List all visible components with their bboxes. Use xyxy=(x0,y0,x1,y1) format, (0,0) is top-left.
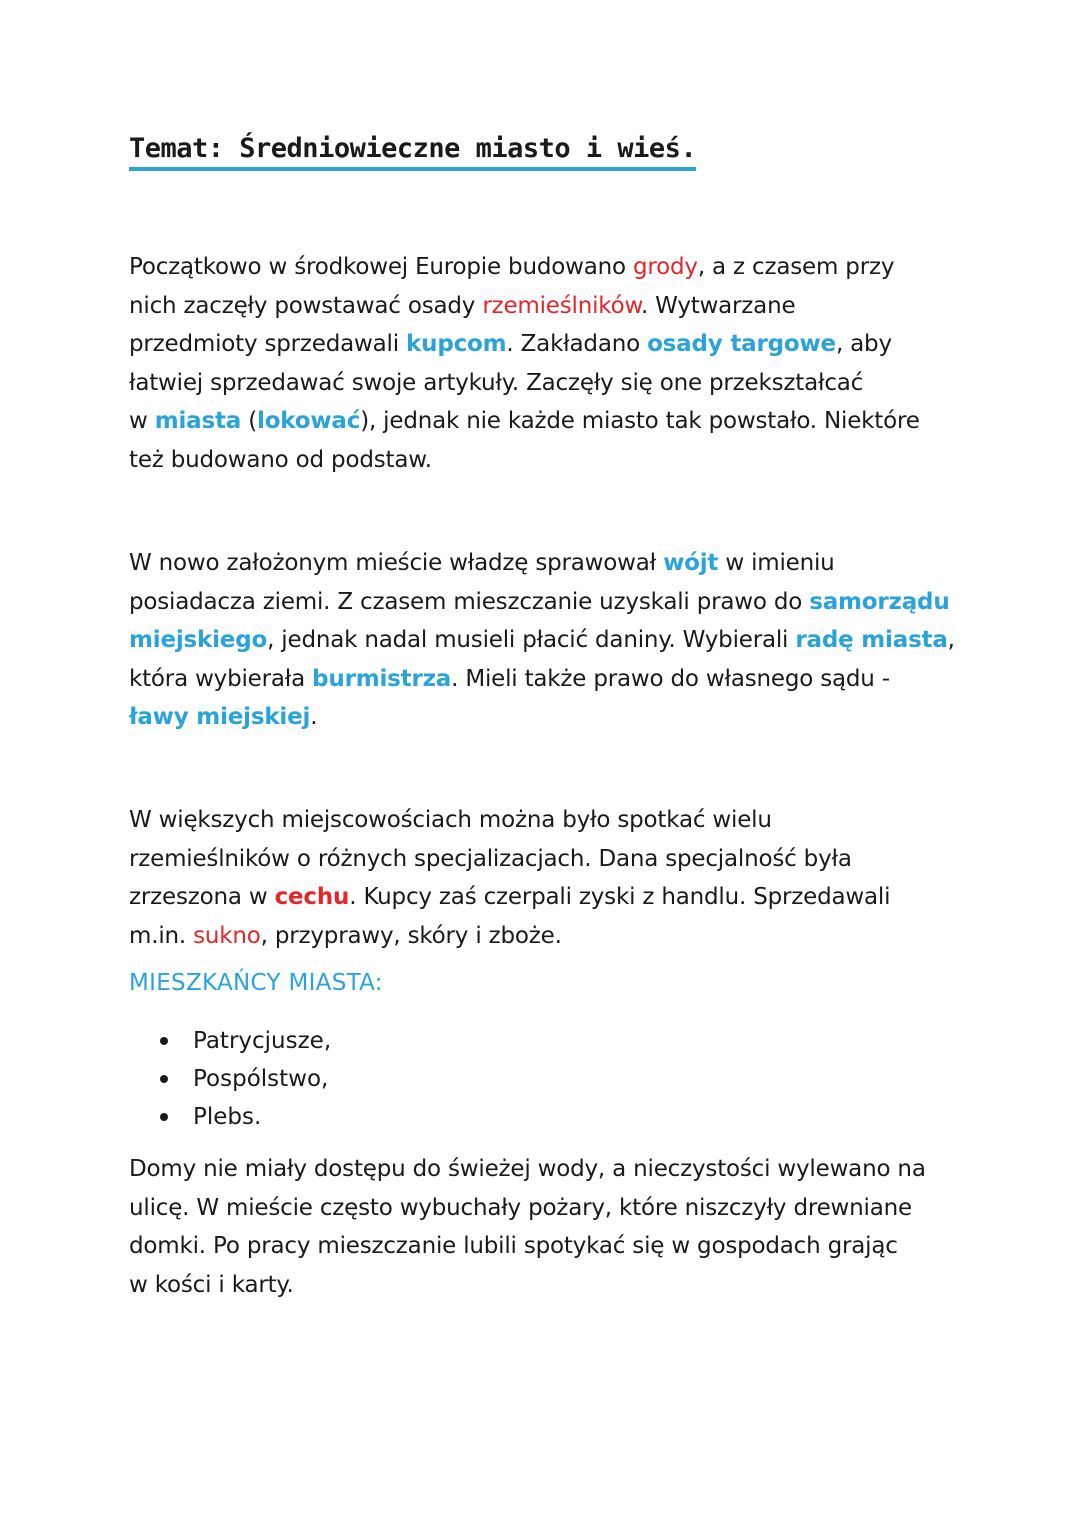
highlight-term: osady targowe xyxy=(647,331,836,357)
text-run: W nowo założonym mieście władzę sprawował xyxy=(129,550,664,576)
residents-list xyxy=(160,1022,331,1136)
highlight-term: grody xyxy=(632,254,698,280)
text-run: która wybierała xyxy=(129,665,313,692)
highlight-term: radę miasta xyxy=(795,627,948,653)
text-run: . Wytwarzane xyxy=(640,292,796,319)
text-run: W większych miejscowościach można było spotkać wielu xyxy=(129,807,772,833)
text-run: , jednak nadal musieli płacić daniny. Wybierali xyxy=(267,627,796,653)
highlight-term: cechu xyxy=(274,884,350,910)
bullet-icon xyxy=(160,1075,168,1083)
text-run: domki. Po pracy mieszczanie lubili spotykać się w gospodach grając xyxy=(129,1233,898,1259)
list-item-label: Plebs. xyxy=(193,1104,262,1130)
text-run: zrzeszona w xyxy=(129,884,275,910)
text-run: . Kupcy zaś czerpali zyski z handlu. Sprzedawali xyxy=(349,884,891,910)
text-run: . Mieli także prawo do własnego sądu - xyxy=(451,665,890,692)
text-run: . Zakładano xyxy=(506,331,648,357)
text-run: Początkowo w środkowej Europie budowano xyxy=(129,254,633,280)
text-run: , przyprawy, skóry i zboże. xyxy=(260,922,562,949)
list-item xyxy=(160,1098,331,1136)
text-run: w xyxy=(129,408,155,434)
page-title: Temat: Średniowieczne miasto i wieś. xyxy=(129,133,696,171)
highlight-term: sukno xyxy=(193,922,261,949)
list-item-label: Pospólstwo, xyxy=(193,1066,329,1092)
bullet-icon xyxy=(160,1113,168,1121)
title-block xyxy=(129,133,696,171)
text-run: ), jednak nie każde miasto tak powstało. Niektóre xyxy=(360,408,920,434)
highlight-term: burmistrza xyxy=(312,665,452,692)
text-run: w imieniu xyxy=(718,550,835,576)
paragraph-crafts xyxy=(129,801,1009,955)
highlight-term: kupcom xyxy=(406,331,507,357)
text-run: , a z czasem przy xyxy=(697,254,895,280)
list-item-label: Patrycjusze, xyxy=(193,1028,332,1054)
text-run: ulicę. W mieście często wybuchały pożary, które niszczyły drewniane xyxy=(129,1194,912,1221)
highlight-term: lokować xyxy=(257,408,361,434)
residents-heading: MIESZKAŃCY MIASTA: xyxy=(129,970,383,996)
text-run: , xyxy=(947,627,955,653)
list-item xyxy=(160,1022,331,1060)
highlight-term: ławy miejskiej xyxy=(129,704,311,730)
text-run: , aby xyxy=(835,331,892,357)
highlight-term: miasta xyxy=(154,408,242,434)
highlight-term: wójt xyxy=(663,550,719,576)
text-run: łatwiej sprzedawać swoje artykuły. Zaczęły się one przekształcać xyxy=(129,369,864,396)
text-run: rzemieślników o różnych specjalizacjach. Dana specjalność była xyxy=(129,845,852,872)
text-run: posiadacza ziemi. Z czasem mieszczanie uzyskali prawo do xyxy=(129,588,810,615)
list-item xyxy=(160,1060,331,1098)
text-run: w kości i karty. xyxy=(129,1271,294,1298)
highlight-term: samorządu xyxy=(809,588,950,615)
paragraph-living-conditions xyxy=(129,1150,1009,1304)
text-run: Domy nie miały dostępu do świeżej wody, a nieczystości wylewano na xyxy=(129,1156,926,1182)
bullet-icon xyxy=(160,1037,168,1045)
paragraph-government xyxy=(129,544,1009,737)
text-run: . xyxy=(310,704,318,730)
highlight-term: rzemieślników xyxy=(482,292,641,319)
text-run: nich zaczęły powstawać osady xyxy=(129,292,483,319)
text-run: przedmioty sprzedawali xyxy=(129,331,407,357)
text-run: też budowano od podstaw. xyxy=(129,446,432,473)
text-run: ( xyxy=(241,408,258,434)
text-run: m.in. xyxy=(129,922,194,949)
paragraph-origins xyxy=(129,248,1009,479)
highlight-term: miejskiego xyxy=(129,627,268,653)
